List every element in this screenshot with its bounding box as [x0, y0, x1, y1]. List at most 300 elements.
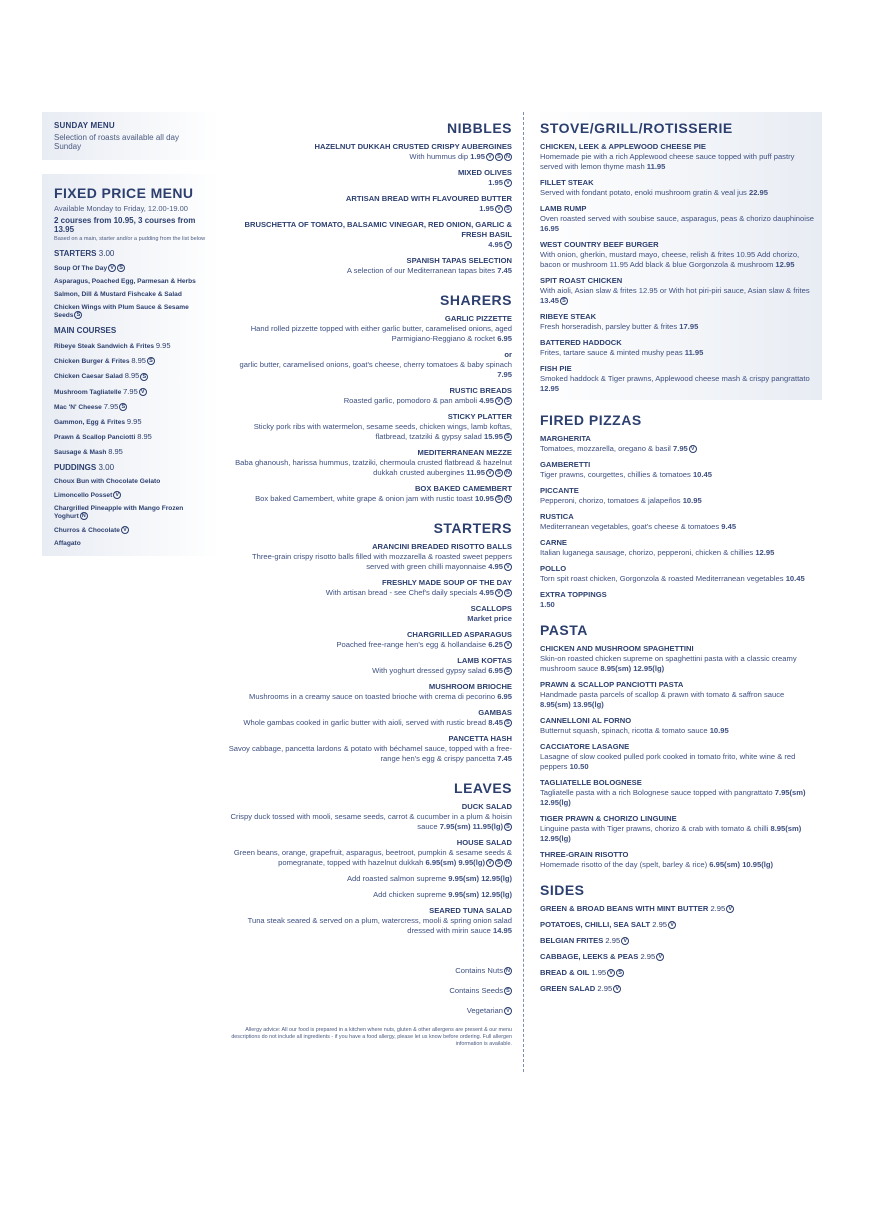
menu-dish	[228, 350, 512, 380]
dish-description	[228, 552, 512, 572]
allergen-v-icon: V	[504, 1007, 512, 1015]
legend-label: Vegetarian	[466, 1006, 503, 1015]
side-price: 2.95	[605, 936, 621, 945]
menu-dish	[540, 460, 816, 480]
dish-description	[540, 374, 816, 394]
allergen-s-icon: S	[504, 987, 512, 995]
dish-name: GAMBERETTI	[540, 460, 591, 469]
side-price: 2.95	[652, 920, 668, 929]
dish-description	[228, 916, 512, 936]
dish-desc-text: Smoked haddock & Tiger prawns, Applewood cheese mash & crispy pangrattato	[540, 374, 810, 383]
sharers-list	[228, 314, 512, 504]
dish-price: 4.95	[488, 240, 503, 249]
sunday-menu-box	[42, 112, 220, 160]
menu-dish	[540, 778, 816, 808]
allergen-v-icon: V	[108, 264, 116, 272]
allergen-n-icon: N	[504, 495, 512, 503]
dish-price: 4.95	[479, 396, 494, 405]
fixed-menu-item-name: Sausage & Mash	[54, 449, 107, 456]
menu-dish	[540, 364, 816, 394]
dish-desc-text: Homemade pie with a rich Applewood cheese sauce topped with puff pastry served with lemon thyme mash	[540, 152, 795, 171]
fixed-menu-item-name: Ribeye Steak Sandwich & Frites	[54, 343, 155, 350]
legend-label: Contains Seeds	[449, 986, 503, 995]
side-name: BREAD & OIL	[540, 968, 590, 977]
dish-price: 7.95	[497, 370, 512, 379]
fixed-menu-item	[54, 447, 208, 456]
sunday-menu-title: SUNDAY MENU	[54, 121, 115, 130]
side-price: 2.95	[710, 904, 726, 913]
allergen-v-icon: V	[495, 589, 503, 597]
dish-description	[228, 692, 512, 702]
side-item	[540, 936, 816, 946]
fixed-menu-item-price: 8.95	[137, 432, 152, 441]
menu-dish	[540, 590, 816, 610]
allergen-v-icon: V	[621, 937, 629, 945]
dish-price: 6.95(sm) 9.95(lg)	[425, 858, 485, 867]
fixed-menu-item-name: Churros & Chocolate	[54, 526, 120, 534]
allergen-s-icon: S	[504, 397, 512, 405]
dish-description	[540, 824, 816, 844]
fixed-menu-item	[54, 356, 208, 365]
allergen-v-icon: V	[656, 953, 664, 961]
dish-description	[540, 348, 816, 358]
dish-desc-text: Butternut squash, spinach, ricotta & tomato sauce	[540, 726, 708, 735]
menu-dish	[228, 168, 512, 188]
menu-dish	[540, 204, 816, 234]
allergen-v-icon: V	[613, 985, 621, 993]
sides-list	[540, 904, 816, 994]
dish-price: 10.95	[682, 496, 702, 505]
fixed-menu-item-name: Gammon, Egg & Frites	[54, 419, 126, 426]
menu-dish	[228, 604, 512, 624]
middle-column	[228, 112, 512, 1047]
menu-dish	[228, 448, 512, 478]
allergen-n-icon: N	[504, 967, 512, 975]
allergen-n-icon: N	[504, 469, 512, 477]
allergen-v-icon: V	[113, 491, 121, 499]
allergen-v-icon: V	[121, 526, 129, 534]
fixed-menu-item	[54, 402, 208, 411]
allergen-s-icon: S	[504, 589, 512, 597]
fixed-menu-item	[54, 478, 208, 485]
fixed-menu-item-name: Mushroom Tagliatelle	[54, 388, 122, 396]
allergen-s-icon: S	[147, 357, 155, 365]
menu-dish	[228, 906, 512, 936]
fixed-menu-item-name: Limoncello Posset	[54, 491, 113, 499]
dish-desc-text: Mediterranean vegetables, goat's cheese & tomatoes	[540, 522, 720, 531]
allergen-n-icon: N	[504, 859, 512, 867]
sunday-menu-note: Selection of roasts available all day Sunday	[54, 133, 179, 151]
dish-name: GAMBAS	[478, 708, 512, 717]
allergen-v-icon: V	[495, 397, 503, 405]
menu-dish	[540, 486, 816, 506]
fixed-menu-item-price: 9.95	[126, 417, 142, 426]
dish-desc-text: With hummus dip	[409, 152, 469, 161]
dish-description	[228, 890, 512, 900]
dish-name: CARNE	[540, 538, 568, 547]
allergen-v-icon: V	[495, 205, 503, 213]
allergen-legend	[228, 966, 512, 1015]
dish-description	[228, 666, 512, 676]
side-name: POTATOES, CHILLI, SEA SALT	[540, 920, 651, 929]
dish-description	[540, 322, 816, 332]
fixed-menu-item-name: Affagato	[54, 540, 81, 547]
dish-price: Market price	[467, 614, 512, 623]
fixed-puddings-heading: PUDDINGS 3.00	[54, 463, 115, 472]
dish-price: 11.95	[466, 468, 485, 477]
dish-price: 7.95	[672, 444, 688, 453]
menu-dish	[540, 680, 816, 710]
menu-dish	[228, 874, 512, 884]
dish-description	[540, 496, 816, 506]
fixed-menu-item-name: Salmon, Dill & Mustard Fishcake & Salad	[54, 291, 182, 298]
right-column	[534, 112, 822, 994]
side-price: 2.95	[597, 984, 613, 993]
dish-description	[228, 360, 512, 380]
dish-desc-text: Mushrooms in a creamy sauce on toasted brioche with crema di pecorino	[249, 692, 496, 701]
dish-name: FISH PIE	[540, 364, 572, 373]
dish-name: BRUSCHETTA OF TOMATO, BALSAMIC VINEGAR, RED ONION, GARLIC & FRESH BASIL	[244, 220, 512, 239]
dish-desc-text: Savoy cabbage, pancetta lardons & potato with béchamel sauce, topped with a free-range hen's egg & crispy pancetta	[228, 744, 512, 763]
dish-desc-text: Add roasted salmon supreme	[346, 874, 447, 883]
menu-dish	[228, 484, 512, 504]
dish-price: 13.45	[540, 296, 560, 305]
legend-item	[228, 966, 512, 975]
allergen-n-icon: N	[80, 512, 88, 520]
dish-price: 7.95(sm) 11.95(lg)	[439, 822, 503, 831]
menu-dish	[540, 742, 816, 772]
menu-dish	[540, 850, 816, 870]
dish-description	[228, 266, 512, 276]
dish-name: WEST COUNTRY BEEF BURGER	[540, 240, 659, 249]
dish-desc-text: Pepperoni, chorizo, tomatoes & jalapeños	[540, 496, 681, 505]
dish-description	[540, 286, 816, 306]
allergen-s-icon: S	[504, 205, 512, 213]
dish-name: FRESHLY MADE SOUP OF THE DAY	[382, 578, 512, 587]
side-price: 2.95	[640, 952, 656, 961]
allergen-s-icon: S	[495, 495, 503, 503]
dish-desc-text: Poached free-range hen's egg & hollandaise	[336, 640, 487, 649]
menu-dish	[540, 538, 816, 558]
side-price: 1.95	[591, 968, 607, 977]
side-name: GREEN & BROAD BEANS WITH MINT BUTTER	[540, 904, 709, 913]
allergen-s-icon: S	[74, 311, 82, 319]
fixed-menu-item-name: Chicken Caesar Salad	[54, 373, 123, 381]
allergen-v-icon: V	[689, 445, 697, 453]
fixed-menu-item	[54, 417, 208, 426]
allergen-v-icon: V	[504, 179, 512, 187]
dish-name: CHARGRILLED ASPARAGUS	[406, 630, 512, 639]
dish-desc-text: Roasted garlic, pomodoro & pan amboli	[343, 396, 478, 405]
dish-name: or	[504, 350, 512, 359]
dish-price: 11.95	[684, 348, 704, 357]
fixed-starters-heading: STARTERS 3.00	[54, 249, 115, 258]
dish-description	[540, 522, 816, 532]
menu-dish	[228, 314, 512, 344]
dish-price: 7.45	[497, 754, 512, 763]
column-divider	[523, 112, 524, 1072]
menu-dish	[228, 194, 512, 214]
starters-list	[228, 542, 512, 764]
fixed-menu-item	[54, 264, 208, 272]
legend-label: Contains Nuts	[455, 966, 503, 975]
dish-price: 10.50	[569, 762, 589, 771]
fixed-menu-item-name: Chicken Burger & Frites	[54, 358, 130, 365]
fixed-menu-item-name: Soup Of The Day	[54, 264, 108, 272]
dish-price: 6.95	[497, 692, 512, 701]
dish-description	[228, 396, 512, 406]
fixed-menu-item	[54, 387, 208, 396]
side-item	[540, 952, 816, 962]
dish-desc-text: Three-grain crispy risotto balls filled with mozzarella & roasted sweet peppers served with green chilli mayonnaise	[252, 552, 512, 571]
dish-name: MARGHERITA	[540, 434, 591, 443]
allergen-v-icon: V	[504, 641, 512, 649]
dish-description	[540, 752, 816, 772]
dish-name: SCALLOPS	[470, 604, 512, 613]
dish-name: GARLIC PIZZETTE	[444, 314, 512, 323]
menu-dish	[228, 734, 512, 764]
menu-dish	[540, 644, 816, 674]
menu-dish	[540, 716, 816, 736]
menu-dish	[540, 512, 816, 532]
dish-name: MEDITERRANEAN MEZZE	[417, 448, 512, 457]
dish-desc-text: Oven roasted served with soubise sauce, asparagus, peas & chorizo dauphinoise	[540, 214, 814, 223]
dish-price: 11.95	[646, 162, 666, 171]
allergen-s-icon: S	[140, 373, 148, 381]
dish-desc-text: Tiger prawns, courgettes, chillies & tomatoes	[540, 470, 691, 479]
allergen-v-icon: V	[486, 859, 494, 867]
fixed-price-title: FIXED PRICE MENU	[54, 185, 194, 201]
dish-name: CHICKEN AND MUSHROOM SPAGHETTINI	[540, 644, 694, 653]
allergen-s-icon: S	[504, 433, 512, 441]
allergen-v-icon: V	[504, 241, 512, 249]
dish-description	[228, 718, 512, 728]
dish-desc-text: Baba ghanoush, harissa hummus, tzatziki, chermoula crusted flatbread & hazelnut dukkah crusted aubergines	[235, 458, 512, 477]
dish-desc-text: Tuna steak seared & served on a plum, watercress, mooli & spring onion salad dressed with mirin sauce	[247, 916, 512, 935]
dish-name: TAGLIATELLE BOLOGNESE	[540, 778, 642, 787]
dish-name: DUCK SALAD	[461, 802, 512, 811]
dish-description	[228, 240, 512, 250]
dish-description	[540, 152, 816, 172]
dish-name: RUSTICA	[540, 512, 574, 521]
dish-price: 8.45	[488, 718, 503, 727]
allergen-s-icon: S	[495, 469, 503, 477]
dish-name: HAZELNUT DUKKAH CRUSTED CRISPY AUBERGINES	[314, 142, 512, 151]
menu-dish	[540, 312, 816, 332]
dish-desc-text: With yoghurt dressed gypsy salad	[372, 666, 487, 675]
dish-desc-text: Tagliatelle pasta with a rich Bolognese sauce topped with pangrattato	[540, 788, 773, 797]
menu-dish	[540, 276, 816, 306]
dish-description	[540, 250, 816, 270]
allergen-v-icon: V	[504, 563, 512, 571]
menu-dish	[228, 142, 512, 162]
fixed-mains-heading: MAIN COURSES	[54, 326, 117, 335]
side-item	[540, 968, 816, 978]
menu-dish	[228, 256, 512, 276]
legend-item	[228, 1006, 512, 1015]
dish-desc-text: Green beans, orange, grapefruit, asparagus, beetroot, pumpkin & sesame seeds & pomegranate, topped with hazelnut dukkah	[233, 848, 512, 867]
dish-description	[228, 874, 512, 884]
side-name: CABBAGE, LEEKS & PEAS	[540, 952, 639, 961]
dish-price: 10.45	[692, 470, 712, 479]
dish-price: 1.95	[479, 204, 494, 213]
sharers-title: SHARERS	[440, 292, 512, 308]
allergen-v-icon: V	[607, 969, 615, 977]
dish-price: 7.45	[497, 266, 512, 275]
menu-dish	[228, 890, 512, 900]
side-item	[540, 920, 816, 930]
menu-dish	[228, 656, 512, 676]
menu-dish	[228, 838, 512, 868]
fixed-menu-item-name: Prawn & Scallop Panciotti	[54, 434, 136, 441]
dish-price: 15.95	[483, 432, 503, 441]
fixed-menu-item-price: 8.95	[108, 447, 123, 456]
dish-name: PRAWN & SCALLOP PANCIOTTI PASTA	[540, 680, 684, 689]
fixed-menu-item-price: 9.95	[155, 341, 171, 350]
dish-desc-text: Box baked Camembert, white grape & onion jam with rustic toast	[255, 494, 473, 503]
dish-description	[540, 214, 816, 234]
dish-name: RIBEYE STEAK	[540, 312, 597, 321]
allergen-v-icon: V	[139, 388, 147, 396]
allergen-s-icon: S	[504, 667, 512, 675]
side-item	[540, 984, 816, 994]
dish-description	[228, 614, 512, 624]
dish-name: ARTISAN BREAD WITH FLAVOURED BUTTER	[345, 194, 512, 203]
dish-description	[540, 548, 816, 558]
dish-price: 14.95	[492, 926, 512, 935]
dish-name: CACCIATORE LASAGNE	[540, 742, 630, 751]
fixed-menu-item	[54, 526, 208, 534]
menu-dish	[228, 386, 512, 406]
dish-description	[540, 470, 816, 480]
dish-name: FILLET STEAK	[540, 178, 594, 187]
dish-name: MIXED OLIVES	[457, 168, 512, 177]
dish-name: PICCANTE	[540, 486, 579, 495]
dish-description	[540, 600, 816, 610]
stove-grill-box	[534, 112, 822, 400]
dish-name: ARANCINI BREADED RISOTTO BALLS	[372, 542, 512, 551]
starters-title: STARTERS	[433, 520, 512, 536]
menu-dish	[228, 542, 512, 572]
allergen-s-icon: S	[504, 823, 512, 831]
nibbles-title: NIBBLES	[447, 120, 512, 136]
dish-price: 16.95	[540, 224, 560, 233]
dish-name: TIGER PRAWN & CHORIZO LINGUINE	[540, 814, 677, 823]
menu-dish	[540, 338, 816, 358]
allergen-n-icon: N	[504, 153, 512, 161]
dish-desc-text: Torn spit roast chicken, Gorgonzola & roasted Mediterranean vegetables	[540, 574, 784, 583]
fixed-menu-item-name: Choux Bun with Chocolate Gelato	[54, 478, 161, 485]
allergy-advice: Allergy advice: All our food is prepared in a kitchen where nuts, gluten & other allergens are present & our menu descriptions do not include all ingredients - if you have a food allergy, please let us know before ordering. Full allergen information is available.	[231, 1027, 512, 1047]
allergen-v-icon: V	[726, 905, 734, 913]
dish-desc-text: Homemade risotto of the day (spelt, barley & rice)	[540, 860, 708, 869]
allergen-s-icon: S	[495, 153, 503, 161]
dish-name: SPIT ROAST CHICKEN	[540, 276, 623, 285]
allergen-s-icon: S	[560, 297, 568, 305]
fixed-menu-item	[54, 304, 208, 319]
dish-price: 1.95	[488, 178, 503, 187]
dish-name: BATTERED HADDOCK	[540, 338, 622, 347]
dish-price: 12.95	[755, 548, 775, 557]
dish-desc-text: Crispy duck tossed with mooli, sesame seeds, carrot & cucumber in a plum & hoisin sauce	[230, 812, 512, 831]
dish-name: STICKY PLATTER	[447, 412, 512, 421]
menu-dish	[540, 814, 816, 844]
dish-desc-text: Frites, tartare sauce & minted mushy peas	[540, 348, 683, 357]
dish-desc-text: Linguine pasta with Tiger prawns, chorizo & crab with tomato & chilli	[540, 824, 769, 833]
dish-description	[228, 588, 512, 598]
dish-desc-text: Served with fondant potato, enoki mushroom gratin & veal jus	[540, 188, 747, 197]
menu-dish	[228, 708, 512, 728]
dish-price: 9.45	[721, 522, 737, 531]
dish-price: 8.95(sm) 12.95(lg)	[600, 664, 665, 673]
dish-description	[540, 726, 816, 736]
dish-name: BOX BAKED CAMEMBERT	[414, 484, 512, 493]
dish-name: MUSHROOM BRIOCHE	[428, 682, 512, 691]
fixed-starters-list	[54, 264, 208, 319]
fixed-menu-item	[54, 540, 208, 547]
fixed-menu-item	[54, 278, 208, 285]
dish-price: 17.95	[679, 322, 699, 331]
fixed-price-box	[42, 174, 220, 556]
menu-dish	[228, 682, 512, 702]
dish-description	[228, 152, 512, 162]
allergen-v-icon: V	[668, 921, 676, 929]
dish-desc-text: Tomatoes, mozzarella, oregano & basil	[540, 444, 671, 453]
dish-name: SEARED TUNA SALAD	[429, 906, 512, 915]
dish-price: 9.95(sm) 12.95(lg)	[448, 890, 512, 899]
allergen-s-icon: S	[117, 264, 125, 272]
menu-dish	[540, 178, 816, 198]
fixed-menu-item	[54, 291, 208, 298]
dish-desc-text: With aioli, Asian slaw & frites 12.95 or With hot piri-piri sauce, Asian slaw & frites	[540, 286, 810, 295]
nibbles-list	[228, 142, 512, 276]
dish-price: 6.25	[488, 640, 503, 649]
fixed-menu-item	[54, 505, 208, 520]
dish-name: LAMB RUMP	[540, 204, 587, 213]
fixed-menu-item	[54, 491, 208, 499]
dish-description	[540, 788, 816, 808]
dish-price: 8.95(sm) 12.95(lg)	[540, 824, 802, 843]
dish-price: 6.95	[497, 334, 512, 343]
side-item	[540, 904, 816, 914]
dish-price: 6.95(sm) 10.95(lg)	[709, 860, 773, 869]
legend-item	[228, 986, 512, 995]
fixed-price-based-note: Based on a main, starter and/or a pudding from the list below	[54, 236, 206, 242]
dish-price: 7.95(sm) 12.95(lg)	[540, 788, 806, 807]
dish-description	[228, 422, 512, 442]
dish-description	[228, 204, 512, 214]
dish-desc-text: Whole gambas cooked in garlic butter with aioli, served with rustic bread	[243, 718, 487, 727]
menu-dish	[228, 220, 512, 250]
fixed-price-courses: 2 courses from 10.95, 3 courses from 13.95	[54, 216, 196, 234]
dish-description	[228, 848, 512, 868]
menu-dish	[540, 564, 816, 584]
dish-desc-text: garlic butter, caramelised onions, goat's cheese, cherry tomatoes & baby spinach	[239, 360, 512, 369]
dish-desc-text: With artisan bread - see Chef's daily specials	[325, 588, 478, 597]
dish-price: 6.95	[488, 666, 503, 675]
fixed-menu-item-price: 8.95	[131, 356, 146, 365]
dish-price: 8.95(sm) 13.95(lg)	[540, 700, 604, 709]
dish-price: 10.95	[709, 726, 729, 735]
fixed-price-availability: Available Monday to Friday, 12.00-19.00	[54, 204, 188, 213]
dish-price: 12.95	[540, 384, 560, 393]
dish-price: 22.95	[748, 188, 768, 197]
pasta-title: PASTA	[540, 622, 588, 638]
side-name: GREEN SALAD	[540, 984, 596, 993]
dish-desc-text: Lasagne of slow cooked pulled pork cooked in tomato frito, white wine & red peppers	[540, 752, 796, 771]
stove-list	[540, 142, 816, 394]
dish-desc-text: Sticky pork ribs with watermelon, sesame seeds, chicken wings, lamb koftas, flatbread, tzatziki & gypsy salad	[253, 422, 512, 441]
